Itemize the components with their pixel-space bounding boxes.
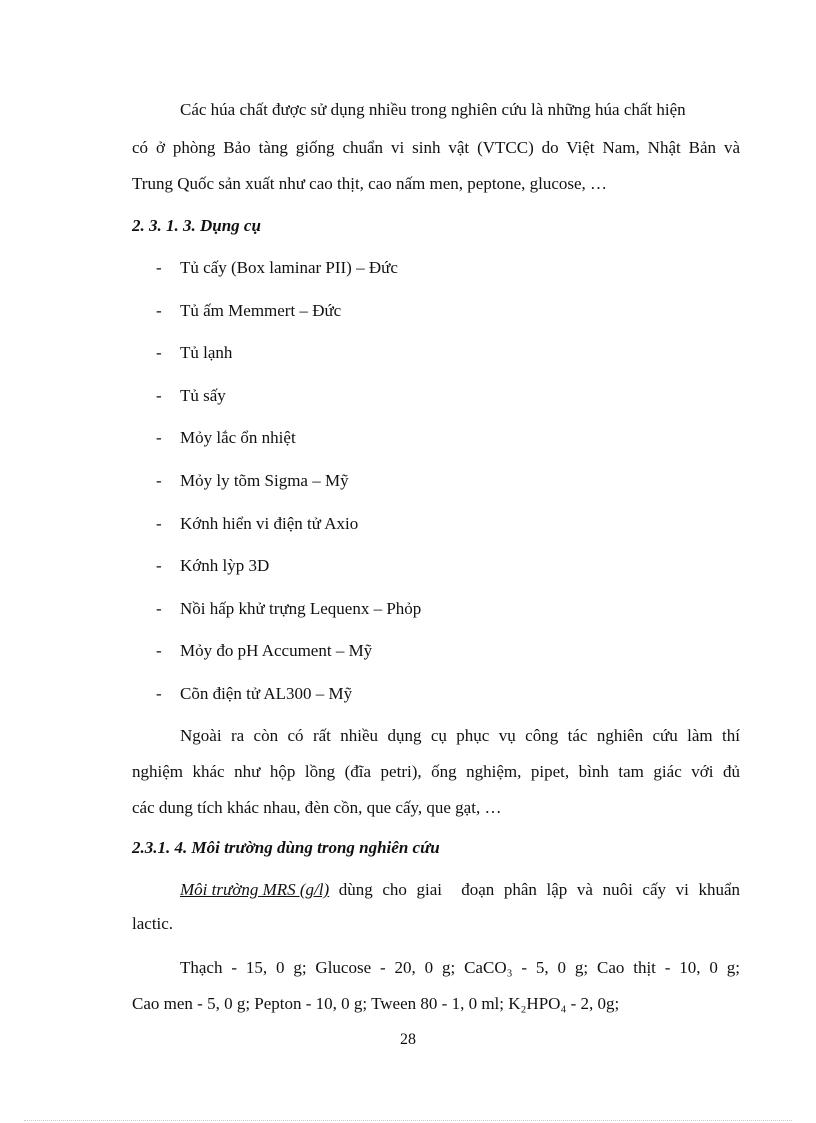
list-item — [156, 597, 421, 640]
page-bottom-divider — [24, 1120, 792, 1121]
list-item-text: Mỏy lắc ổn nhiệt — [180, 428, 296, 448]
bullet-dash: - — [156, 300, 162, 320]
list-item-text: Tủ cấy (Box laminar PII) – Đức — [180, 258, 398, 277]
list-item — [156, 512, 421, 555]
bullet-dash: - — [156, 470, 162, 490]
bullet-dash: - — [156, 343, 162, 363]
bullet-dash: - — [156, 641, 162, 661]
closing-line-1: Ngoài ra còn có rất nhiều dụng cụ phục vụ công tác nghiên cứu làm thí — [180, 726, 740, 745]
list-item-text: Kớnh lỳp 3D — [180, 556, 270, 576]
list-item — [156, 341, 421, 384]
bullet-dash: - — [156, 385, 162, 405]
list-item-text: Mỏy ly tõm Sigma – Mỹ — [180, 470, 349, 490]
composition-line-1: Thạch - 15, 0 g; Glucose - 20, 0 g; CaCO₃ - 5, 0 g; Cao thịt - 10, 0 g; — [180, 958, 740, 977]
intro-line-2: có ở phòng Bảo tàng giống chuẩn vi sinh vật (VTCC) do Việt Nam, Nhật Bản và — [132, 138, 740, 157]
bullet-dash: - — [156, 428, 162, 448]
list-item — [156, 469, 421, 512]
mrs-desc: dùng cho giai đoạn phân lập và nuôi cấy vi khuẩn — [329, 880, 740, 899]
section-heading-moi-truong: 2.3.1. 4. Môi trường dùng trong nghiên cứu — [132, 838, 440, 857]
list-item — [156, 639, 421, 682]
bullet-dash: - — [156, 258, 162, 277]
closing-line-3: các dung tích khác nhau, đèn cồn, que cấy, que gạt, … — [132, 798, 502, 817]
intro-line-1: Các húa chất được sử dụng nhiều trong nghiên cứu là những húa chất hiện — [180, 100, 686, 119]
closing-line-2: nghiệm khác như hộp lồng (đĩa petri), ống nghiệm, pipet, bình tam giác với đủ — [132, 762, 740, 781]
list-item — [156, 554, 421, 597]
list-item-text: Nồi hấp khử trựng Lequenx – Phỏp — [180, 598, 422, 618]
list-item-text: Tủ ấm Memmert – Đức — [180, 300, 342, 320]
list-item-text: Kớnh hiển vi điện tử Axio — [180, 513, 359, 533]
list-item-text: Tủ sấy — [180, 385, 226, 405]
mrs-line-1 — [180, 880, 740, 900]
list-item — [156, 256, 421, 299]
page-number: 28 — [400, 1031, 416, 1048]
intro-line-3: Trung Quốc sản xuất như cao thịt, cao nấm men, peptone, glucose, … — [132, 174, 608, 193]
bullet-dash: - — [156, 513, 162, 533]
section-heading-dung-cu: 2. 3. 1. 3. Dụng cụ — [132, 216, 261, 235]
list-item — [156, 426, 421, 469]
equipment-list — [156, 256, 421, 725]
list-item — [156, 384, 421, 427]
list-item-text: Tủ lạnh — [180, 343, 233, 363]
mrs-title: Môi trường MRS (g/l) — [180, 880, 330, 899]
bullet-dash: - — [156, 683, 162, 703]
list-item — [156, 299, 421, 342]
bullet-dash: - — [156, 556, 162, 576]
list-item-text: Mỏy đo pH Accument – Mỹ — [180, 641, 373, 661]
list-item-text: Cõn điện tử AL300 – Mỹ — [180, 683, 353, 703]
composition-line-2: Cao men - 5, 0 g; Pepton - 10, 0 g; Tween 80 - 1, 0 ml; K₂HPO₄ - 2, 0g; — [132, 994, 620, 1013]
bullet-dash: - — [156, 598, 162, 618]
mrs-line-2: lactic. — [132, 914, 174, 933]
list-item — [156, 682, 421, 725]
